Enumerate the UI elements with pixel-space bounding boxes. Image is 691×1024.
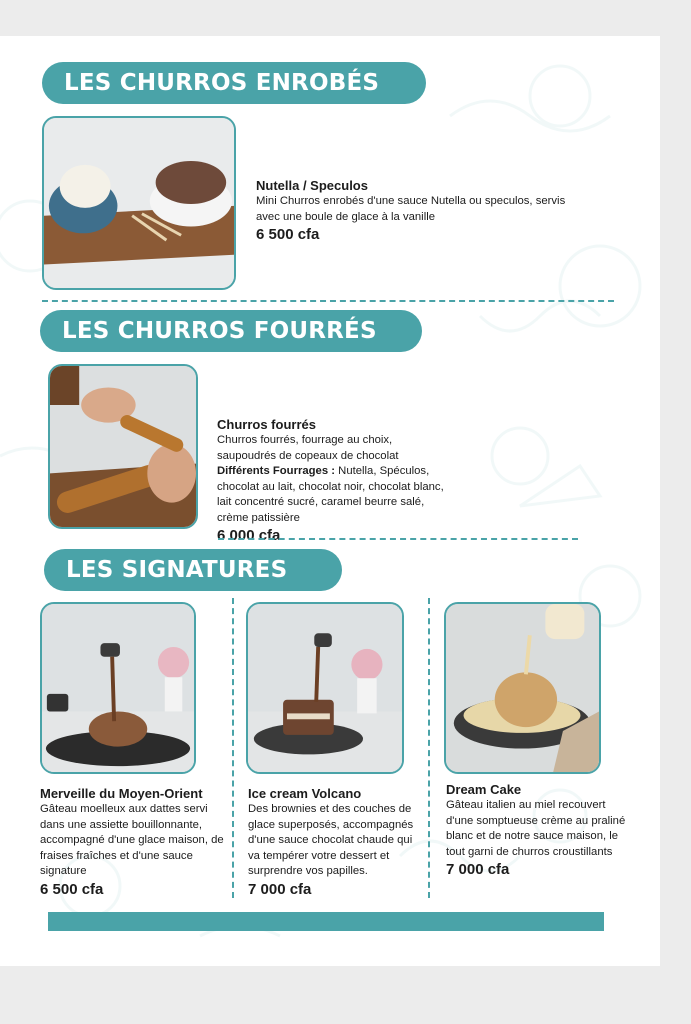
item-name: Dream Cake [446,782,522,797]
column-divider [428,598,430,898]
item-name: Merveille du Moyen-Orient [40,786,203,801]
item-price: 6 500 cfa [256,226,320,243]
item-name: Ice cream Volcano [248,786,362,801]
item-price: 7 000 cfa [248,880,312,898]
item-price: 6 000 cfa [217,527,281,544]
item-description: Gâteau moelleux aux dattes servi dans une assiette bouillonnante, accompagné d'une glace maison, de fraises fraîches et d'une sauce signature [40,803,224,877]
section-title-text: LES CHURROS FOURRÉS [62,318,377,344]
photo-churros-fourres [48,364,198,529]
photo-dream-cake [444,602,601,774]
section-title-text: LES CHURROS ENROBÉS [64,70,380,96]
section-title-signatures [44,549,342,591]
item-ice-cream-volcano [248,786,424,899]
fillings-label: Différents Fourrages : [217,465,336,477]
item-merveille [40,786,230,899]
section-title-text: LES SIGNATURES [66,557,288,583]
menu-page [0,36,660,966]
section-divider [218,538,578,540]
section-title-enrobes [42,62,426,104]
section-title-fourres [40,310,422,352]
item-churros-fourres [217,417,449,545]
item-name: Churros fourrés [217,417,316,432]
item-price: 6 500 cfa [40,880,104,898]
section-divider [42,300,614,302]
item-dream-cake [446,782,626,879]
photo-ice-cream-volcano [246,602,404,774]
item-description: Gâteau italien au miel recouvert d'une somptueuse crème au praliné blanc et de notre sauce maison, le tout garni de churros croustillants [446,799,626,858]
photo-merveille [40,602,196,774]
item-description: Des brownies et des couches de glace superposés, accompagnés d'une sauce chocolat chaude qui va tempérer votre dessert et surprendre vos papilles. [248,803,414,877]
footer-bar [48,912,604,931]
item-nutella-speculos [256,178,576,244]
item-description: Mini Churros enrobés d'une sauce Nutella ou speculos, servis avec une boule de glace à la vanille [256,195,566,223]
photo-nutella-speculos [42,116,236,290]
item-description [217,433,449,526]
item-name: Nutella / Speculos [256,178,368,193]
item-price: 7 000 cfa [446,861,510,878]
item-description-text: Churros fourrés, fourrage au choix, saupoudrés de copeaux de chocolat [217,434,399,462]
column-divider [232,598,234,898]
fillings-list: Nutella, Spéculos, chocolat au lait, chocolat noir, chocolat blanc, lait concentré sucré, caramel beurre salé, crème patissière [217,465,444,524]
